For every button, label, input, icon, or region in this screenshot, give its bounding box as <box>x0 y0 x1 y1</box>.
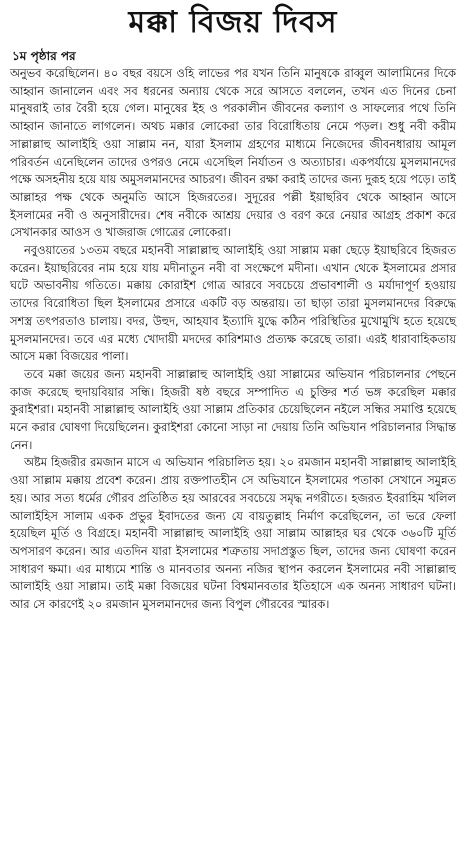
article-paragraph-1: অনুভব করেছিলেন। ৪০ বছর বয়সে ওহি লাভের পর যখন তিনি মানুষকে রাব্বুল আলামিনের দিকে আহ্বান জানালেন এবং সব ধরনের অন্যায় থেকে সরে আসতে বললেন, তখন এত দিনের চেনা মানুষরাই তার বৈরী হয়ে গেল। মানুষের ইহ ও পরকালীন জীবনের কল্যাণ ও সাফল্যের পথে তিনি আহ্বান জানাতে লাগলেন। অথচ মক্কার লোকেরা তার বিরোধিতায় নেমে পড়ল। শুধু নবী করীম সাল্লাল্লাহু আলাইহি ওয়া সাল্লাম নন, যারা ইসলাম গ্রহণের মাধ্যমে নিজেদের জীবনধারায় আমূল পরিবর্তন এনেছিলেন তাদের ওপরও নেমে এসেছিল নির্যাতন ও অত্যাচার। একপর্যায়ে মুসলমানদের পক্ষে অসহনীয় হয়ে যায় অমুসলমানদের আচরণ। জীবন রক্ষা করাই তাদের জন্য দুরূহ হয়ে পড়ে। তাই আল্লাহর পক্ষ থেকে অনুমতি আসে হিজরতের। সুদূরের পল্লী ইয়াছরিব থেকে আহ্বান আসে ইসলামের নবী ও অনুসারীদের। শেষ নবীকে আশ্রয় দেয়ার ও বরণ করে নেয়ার আগ্রহ প্রকাশ করে সেখানকার আওস ও খাজরাজ গোত্রের লোকেরা। <box>10 66 456 240</box>
article-paragraph-4: অষ্টম হিজরীর রমজান মাসে এ অভিযান পরিচালিত হয়। ২০ রমজান মহানবী সাল্লাল্লাহু আলাইহি ওয়া সাল্লাম মক্কায় প্রবেশ করেন। প্রায় রক্তপাতহীন সে অভিযানে ইসলামের পতাকা সেখানে সমুন্নত হয়। আর সত্য ধর্মের গৌরব প্রতিষ্ঠিত হয় আরবের সবচেয়ে সমৃদ্ধ নগরীতে। হজরত ইবরাহিম খলিল আলাইহিস সালাম একক প্রভুর ইবাদতের জন্য যে বায়তুল্লাহ নির্মাণ করেছিলেন, তা ভরে ফেলা হয়েছিল মূর্তি ও বিগ্রহে। মহানবী সাল্লাল্লাহু আলাইহি ওয়া সাল্লাম আল্লাহর ঘর থেকে ৩৬০টি মূর্তি অপসারণ করেন। আর এতদিন যারা ইসলামের শত্রুতায় সদাপ্রস্তুত ছিল, তাদের জন্য ঘোষণা করেন সাধারণ ক্ষমা। এর মাধ্যমে শান্তি ও মানবতার অনন্য নজির স্থাপন করলেন ইসলামের নবী সাল্লাল্লাহু আলাইহি ওয়া সাল্লাম। তাই মক্কা বিজয়ের ঘটনা বিশ্বমানবতার ইতিহাসে এক অনন্য সাধারণ ঘটনা। আর সে কারণেই ২০ রমজান মুসলমানদের জন্য বিপুল গৌরবের স্মারক। <box>10 455 456 612</box>
article-headline: মক্কা বিজয় দিবস <box>128 5 338 40</box>
article-paragraph-3: তবে মক্কা জয়ের জন্য মহানবী সাল্লাল্লাহু আলাইহি ওয়া সাল্লামের অভিযান পরিচালনার পেছনে কাজ করেছে হুদায়বিয়ার সন্ধি। হিজরী ষষ্ঠ বছরে সম্পাদিত এ চুক্তির শর্ত ভঙ্গ করেছিল মক্কার কুরাইশরা। মহানবী সাল্লাল্লাহু আলাইহি ওয়া সাল্লাম প্রতিকার চেয়েছিলেন নইলে সন্ধির সমাপ্তি হয়েছে মনে করার ঘোষণা দিয়েছিলেন। কুরাইশরা কোনো সাড়া না দেয়ায় তিনি অভিযান পরিচালনার সিদ্ধান্ত নেন। <box>10 366 456 452</box>
continued-from-label: ১ম পৃষ্ঠার পর <box>12 49 76 63</box>
article-body <box>10 65 456 614</box>
article-paragraph-2: নবুওয়াতের ১৩তম বছরে মহানবী সাল্লাল্লাহু আলাইহি ওয়া সাল্লাম মক্কা ছেড়ে ইয়াছরিবে হিজরত করেন। ইয়াছরিবের নাম হয়ে যায় মদীনাতুন নবী বা সংক্ষেপে মদীনা। এখান থেকে ইসলামের প্রসার ঘটে অভাবনীয় গতিতে। মক্কায় কোরাইশ গোত্র আরবে সবচেয়ে প্রভাবশালী ও মর্যাদাপূর্ণ হওয়ায় তাদের বিরোধিতা ছিল ইসলামের প্রসারে একটি বড় অন্তরায়। তা ছাড়া তারা মুসলমানদের বিরুদ্ধে সশস্ত্র তৎপরতাও চালায়। বদর, উহুদ, আহযাব ইত্যাদি যুদ্ধে কঠিন পরিস্থিতির মুখোমুখি হতে হয়েছে মুসলমানদের। তবে এর মধ্যে খোদায়ী মদদের কারিশমাও প্রত্যক্ষ করেছে তারা। এরই ধারাবাহিকতায় আসে মক্কা বিজয়ের পালা। <box>10 243 456 364</box>
